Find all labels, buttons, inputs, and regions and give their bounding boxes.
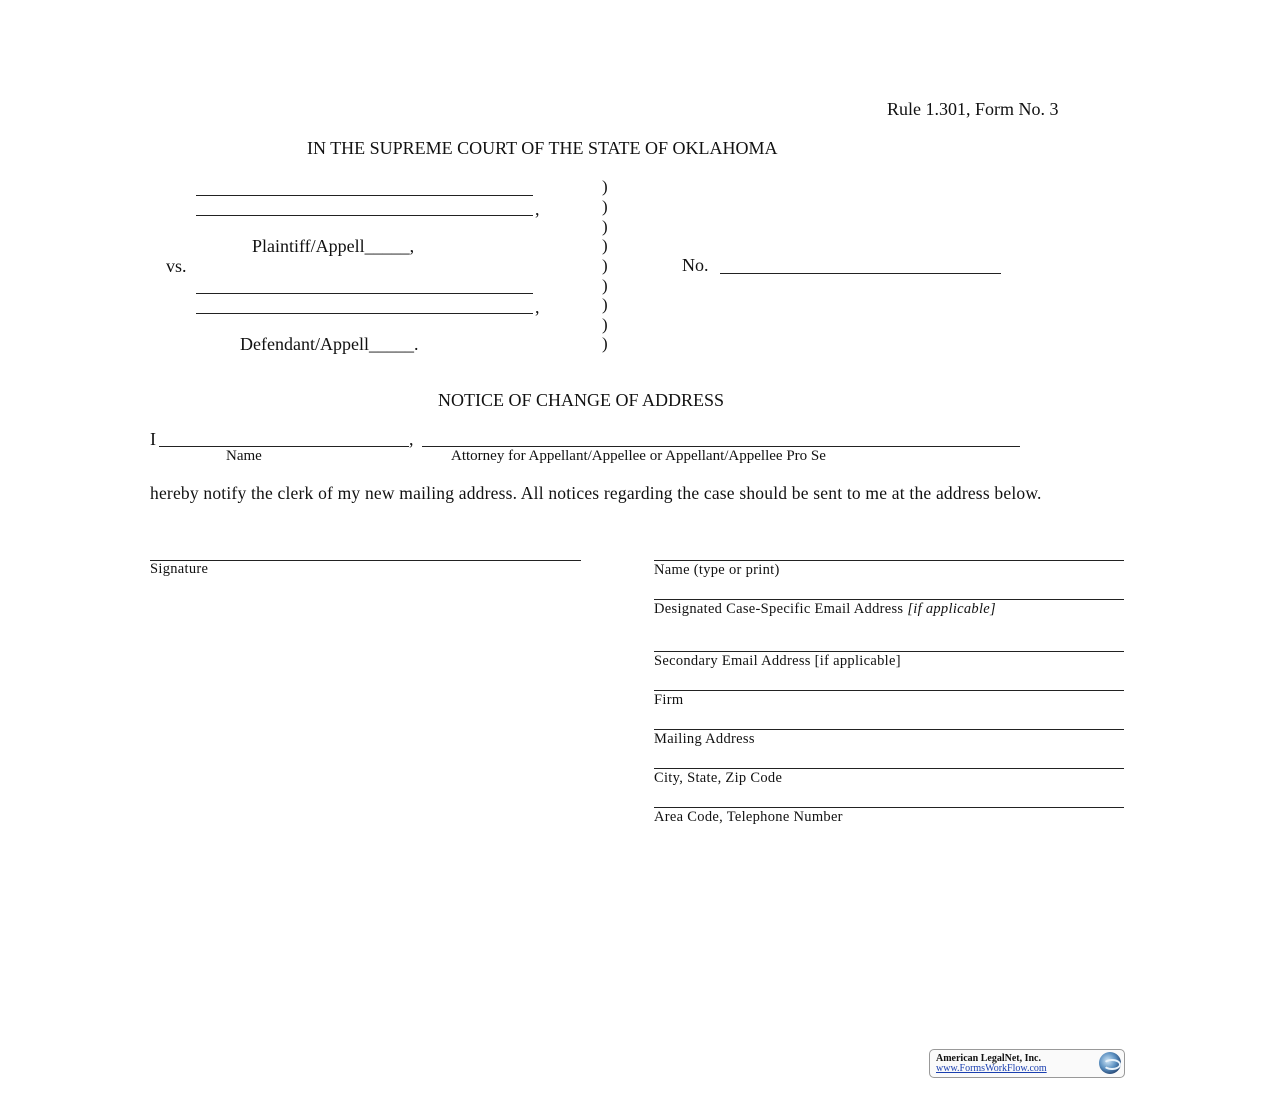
declarant-comma: ,: [409, 429, 414, 449]
globe-icon: [1099, 1052, 1121, 1074]
plaintiff-label: Plaintiff/Appell_____,: [252, 236, 415, 256]
field-line[interactable]: [654, 807, 1124, 808]
notice-body: hereby notify the clerk of my new mailing address. All notices regarding the case should be sent to me at the address below.: [150, 483, 1042, 503]
field-label: Mailing Address: [654, 731, 755, 747]
field-name[interactable]: [654, 560, 1124, 578]
legalnet-logo[interactable]: [929, 1049, 1125, 1078]
defendant-comma: ,: [535, 297, 540, 317]
case-number-field[interactable]: [720, 273, 1001, 274]
field-line[interactable]: [654, 599, 1124, 600]
caption-paren: ): [602, 295, 608, 314]
defendant-name-line-2[interactable]: [196, 313, 533, 314]
signature-label: Signature: [150, 561, 209, 577]
caption-paren: ): [602, 334, 608, 353]
caption-paren: ): [602, 197, 608, 216]
caption-paren: ): [602, 217, 608, 236]
logo-url-link[interactable]: www.FormsWorkFlow.com: [936, 1063, 1047, 1074]
field-mailing-address[interactable]: [654, 729, 1124, 747]
field-label: Area Code, Telephone Number: [654, 809, 843, 825]
field-line[interactable]: [654, 690, 1124, 691]
court-heading: IN THE SUPREME COURT OF THE STATE OF OKLAHOMA: [307, 138, 778, 158]
plaintiff-name-line-1[interactable]: [196, 195, 533, 196]
rule-reference: Rule 1.301, Form No. 3: [887, 99, 1059, 119]
field-secondary-email[interactable]: [654, 651, 1124, 669]
field-firm[interactable]: [654, 690, 1124, 708]
caption-paren: ): [602, 276, 608, 295]
field-label: Firm: [654, 692, 684, 708]
field-label-italic: [if applicable]: [907, 601, 996, 617]
field-city-state-zip[interactable]: [654, 768, 1124, 786]
field-label: Secondary Email Address [if applicable]: [654, 653, 901, 669]
notice-title: NOTICE OF CHANGE OF ADDRESS: [438, 390, 725, 410]
field-label-text: Designated Case-Specific Email Address: [654, 601, 908, 617]
declarant-role-field[interactable]: [422, 446, 1020, 447]
field-line[interactable]: [654, 768, 1124, 769]
field-line[interactable]: [654, 651, 1124, 652]
field-label: [654, 601, 1034, 617]
defendant-name-line-1[interactable]: [196, 293, 533, 294]
name-caption: Name: [226, 448, 262, 464]
field-label: City, State, Zip Code: [654, 770, 783, 786]
field-telephone[interactable]: [654, 807, 1124, 825]
plaintiff-name-line-2[interactable]: [196, 215, 533, 216]
caption-paren: ): [602, 315, 608, 334]
field-line[interactable]: [654, 560, 1124, 561]
caption-paren: ): [602, 177, 608, 196]
declarant-name-field[interactable]: [159, 446, 409, 447]
caption-paren: ): [602, 236, 608, 255]
field-line[interactable]: [654, 729, 1124, 730]
role-caption: Attorney for Appellant/Appellee or Appellant/Appellee Pro Se: [451, 448, 826, 464]
versus-label: vs.: [166, 256, 187, 276]
logo-company: American LegalNet, Inc.: [936, 1053, 1041, 1064]
field-label: Name (type or print): [654, 562, 780, 578]
caption-paren: ): [602, 256, 608, 275]
plaintiff-comma: ,: [535, 199, 540, 219]
field-designated-email[interactable]: [654, 599, 1124, 617]
i-prefix: I: [150, 429, 156, 449]
case-number-label: No.: [682, 255, 709, 275]
signature-line[interactable]: [150, 560, 581, 561]
defendant-label: Defendant/Appell_____.: [240, 334, 419, 354]
